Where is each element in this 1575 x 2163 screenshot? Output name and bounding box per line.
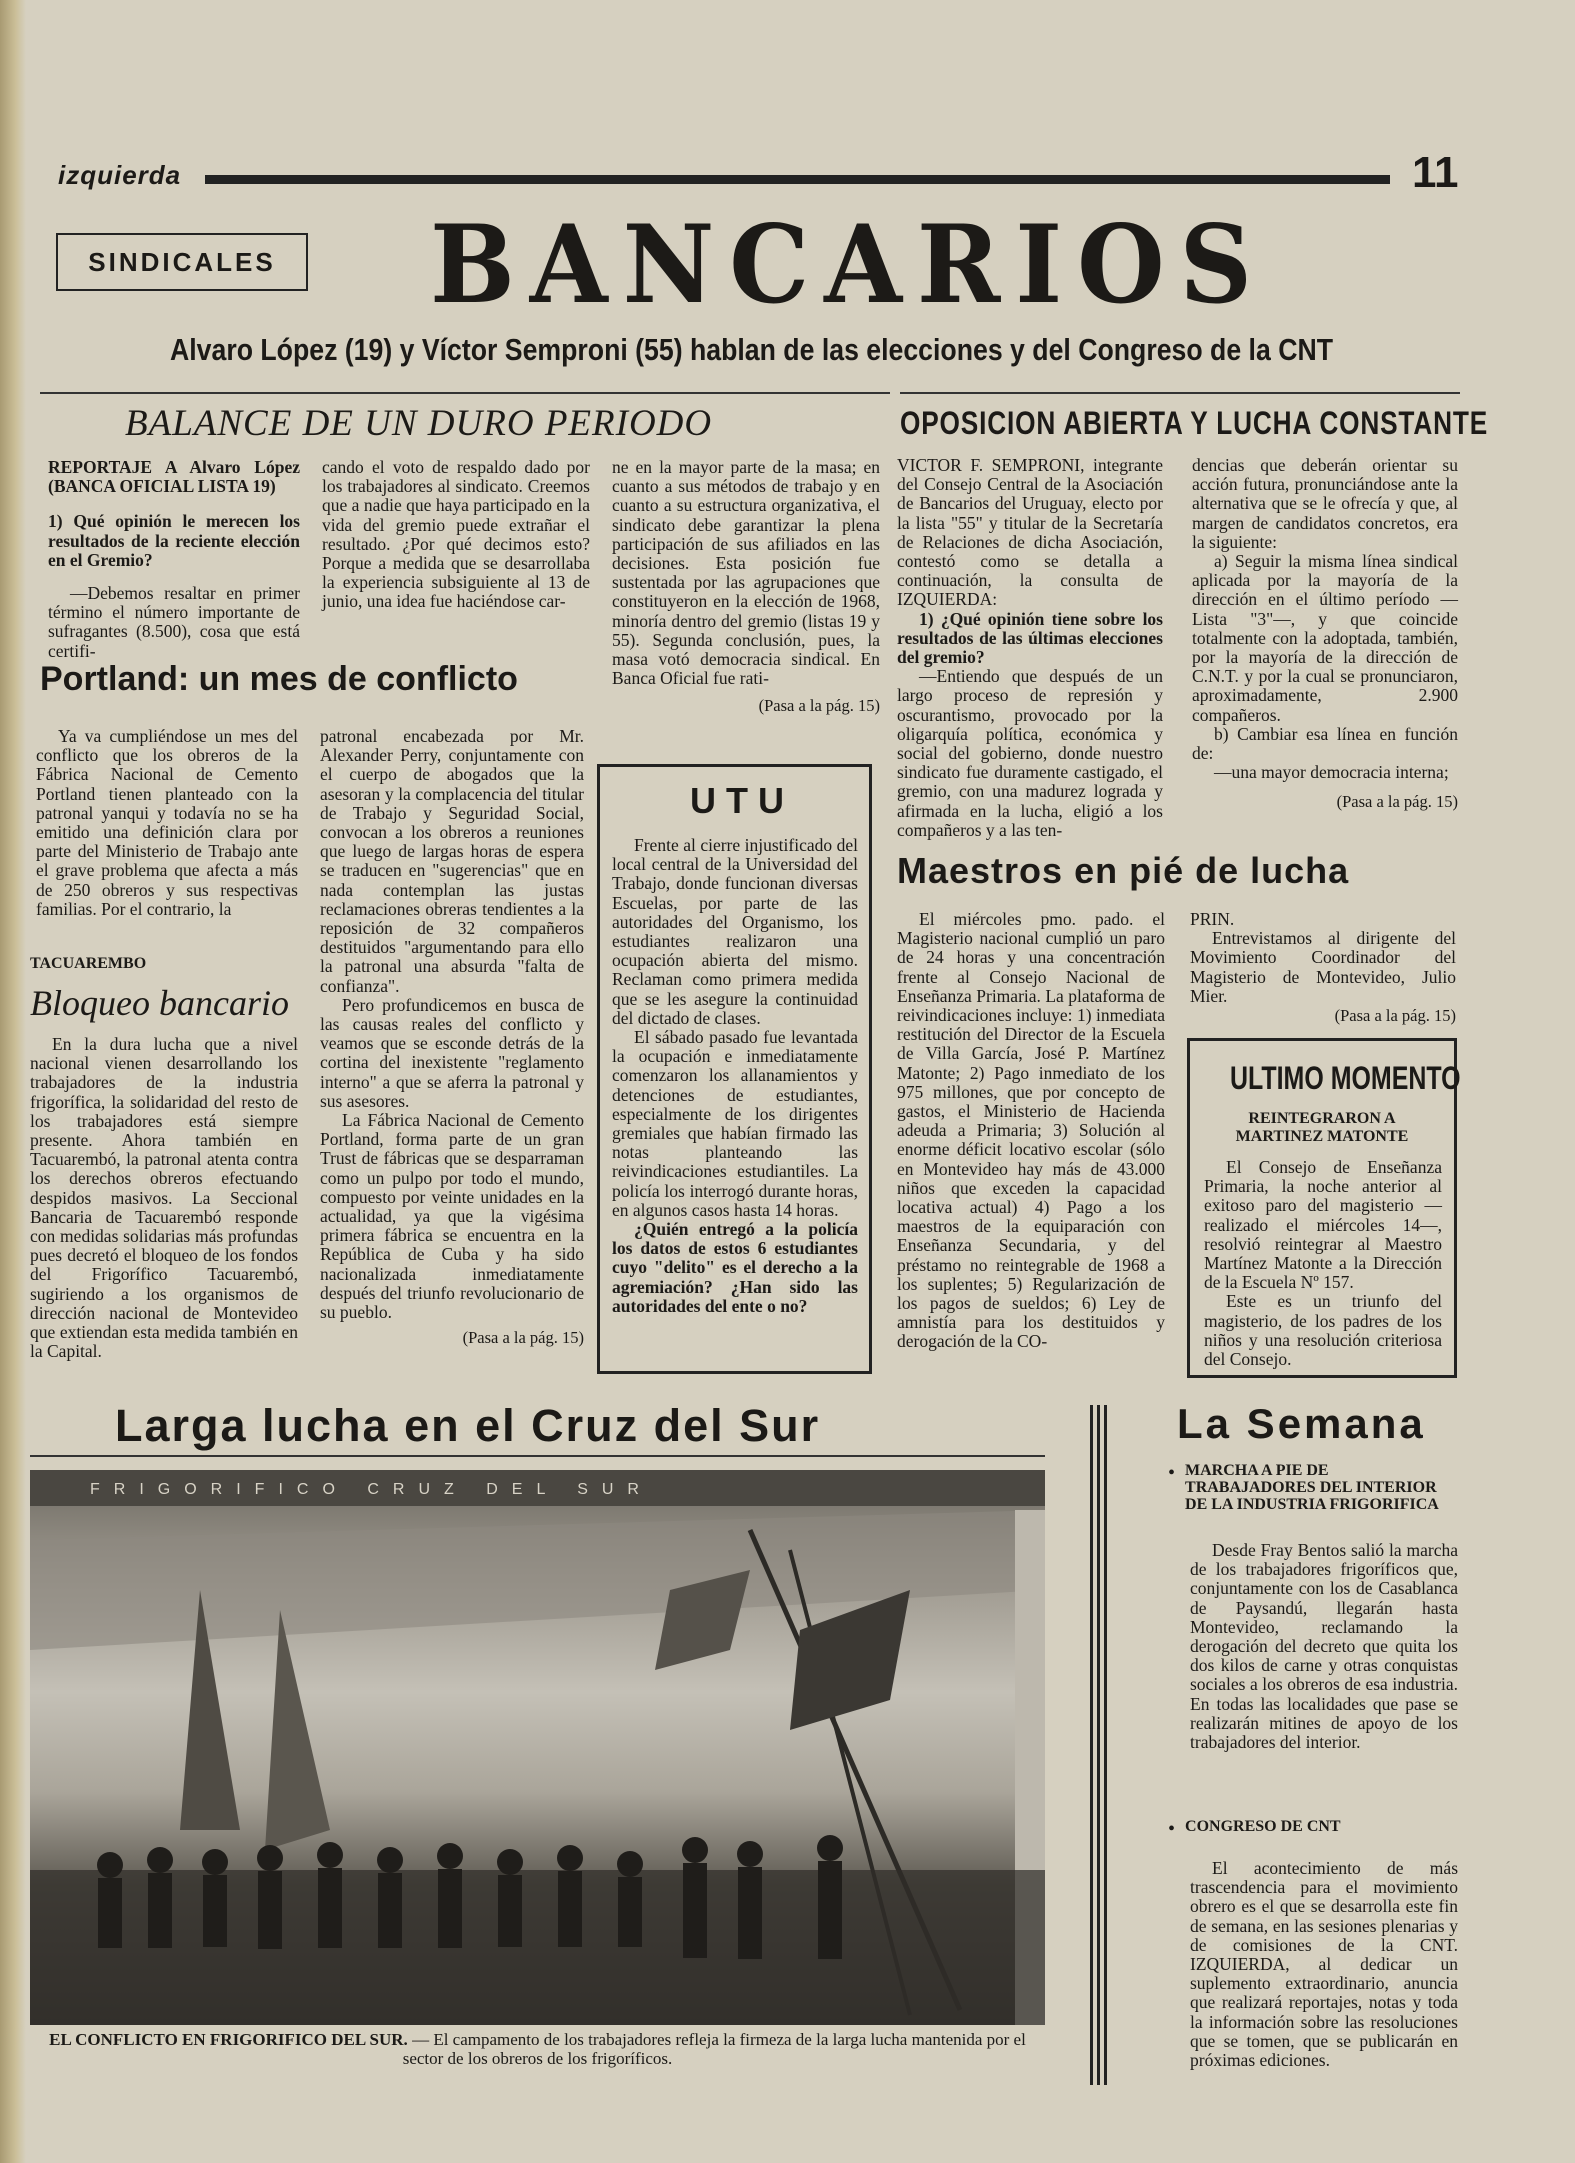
semana-item2-title: CONGRESO DE CNT <box>1185 1818 1341 1835</box>
bloqueo-text: En la dura lucha que a nivel nacional vienen desarrollando los trabajadores de la industria frigorífica, la solidaridad del resto de los trabajadores está siempre presente. Ahora también en Tacuarembó, la patronal atenta contra los derechos obreros efectuando despidos masivos. La Seccional Bancaria de Tacuarembó responde con medidas solidarias más profundas pues decretó el bloqueo de los fondos del Frigorífico Tacuarembó, sugiriendo a los organismos de dirección nacional de Montevideo que extiendan esta medida también en la Capital. <box>30 1034 298 1362</box>
semana-item1-body <box>1190 1541 1458 1752</box>
utu-title: UTU <box>690 780 794 821</box>
semana-item-1 <box>1168 1462 1458 1752</box>
masthead: izquierda <box>58 160 182 190</box>
oposicion-col2a: dencias que deberán orientar su acción futura, pronunciándose ante la alternativa que se le ofrecía y que, al margen de candidatos concretos, era la siguiente: <box>1192 455 1458 552</box>
photo-illustration <box>30 1470 1045 2025</box>
oposicion-continued: (Pasa a la pág. 15) <box>1336 792 1458 812</box>
ultimo-p2: Este es un triunfo del magisterio, de los padres de los niños y una resolución criteriosa del Consejo. <box>1204 1291 1442 1370</box>
semana-item1-text: Desde Fray Bentos salió la marcha de los trabajadores frigoríficos que, conjuntamente con los de Casablanca de Paysandú, llegarán hasta Montevideo, reclamando la derogación del decreto que quita los dos kilos de carne y otras conquistas sociales a los obreros de esa industria. En todas las localidades que pase se realizarán mitines de apoyo de los trabajadores del interior. <box>1190 1540 1458 1753</box>
oposicion-col-1 <box>897 456 1163 840</box>
utu-body <box>612 836 858 1316</box>
semana-item-2 <box>1168 1818 1458 2070</box>
oposicion-answer: —Entiendo que después de un largo proceso de represión y oscurantismo, provocado por la oligarquía política, económica y social del gobierno, donde nuestro sindicato fue duramente castigado, el gremio, con una madurez lograda y afirmada en la lucha, eligió a los compañeros y a las ten- <box>897 666 1163 840</box>
oposicion-intro: VICTOR F. SEMPRONI, integrante del Consejo Central de la Asociación de Bancarios del Uruguay, electo por la lista "55" y titular de la Secretaría de Relaciones de dicha Asociación, contestó como se detalla a continuación, la consulta de IZQUIERDA: <box>897 455 1163 610</box>
oposicion-col2c: b) Cambiar esa línea en función de: <box>1192 723 1458 764</box>
balance-col-3 <box>612 458 880 716</box>
caption-text: — El campamento de los trabajadores refleja la firmeza de la larga lucha mantenida por el sector de los obreros de los frigoríficos. <box>402 2030 1026 2068</box>
balance-title: BALANCE DE UN DURO PERIODO <box>125 403 713 444</box>
photo-crowd-shadow <box>30 1870 1045 2025</box>
cruz-title: Larga lucha en el Cruz del Sur <box>115 1400 821 1451</box>
utu-p1: Frente al cierre injustificado del local central de la Universidad del Trabajo, donde funcionan diversas Escuelas, por parte de las autoridades del Organismo, los estudiantes realizaron una ocupación abierta del mismo. Reclaman como primera medida que se les asegure la continuidad del dictado de clases. <box>612 835 858 1028</box>
portland-continued: (Pasa a la pág. 15) <box>462 1328 584 1348</box>
utu-p3: ¿Quién entregó a la policía los datos de estos 6 estudiantes cuyo "delito" es el derecho a la agremiación? ¿Han sido las autoridades del ente o no? <box>612 1219 858 1316</box>
photo-tent-mid <box>265 1610 330 1850</box>
strike-camp-photo <box>30 1470 1045 2025</box>
oposicion-col-2 <box>1192 456 1458 812</box>
photo-caption <box>30 2030 1045 2068</box>
balance-col-1 <box>48 458 300 661</box>
bloqueo-body <box>30 1035 298 1361</box>
oposicion-col2d: —una mayor democracia interna; <box>1214 762 1449 783</box>
balance-col2-text: cando el voto de respaldo dado por los trabajadores al sindicato. Creemos que a nadie que haya participado en la vida del gremio puede extrañar el resultado. ¿Por qué decimos esto? Porque a medida que se desarrollaba la experiencia subsiguiente al 13 de junio, una idea fue haciéndose car- <box>322 457 590 612</box>
rule-left <box>40 392 890 394</box>
semana-item1-title: MARCHA A PIE DE TRABAJADORES DEL INTERIOR DE LA INDUSTRIA FRIGORIFICA <box>1185 1462 1439 1513</box>
maestros-col2a: PRIN. <box>1190 909 1235 929</box>
portland-col2a: patronal encabezada por Mr. Alexander Perry, conjuntamente con el cuerpo de abogados que la asesoran y la complacencia del titular de Trabajo y Seguridad Social, convocan a los obreros a reuniones que luego de largas horas de espera se traducen en "sugerencias" que en nada contemplan las justas reclamaciones obreras tendientes a la reposición de 32 compañeros destituidos "argumentando para ello la patronal una absurda "falta de confianza". <box>320 726 584 996</box>
ultimo-subtitle: REINTEGRARON A MARTINEZ MATONTE <box>1235 1110 1409 1145</box>
page-spine-edge <box>0 0 26 2163</box>
balance-continued: (Pasa a la pág. 15) <box>758 696 880 716</box>
maestros-col-2 <box>1190 910 1456 1025</box>
ultimo-title: ULTIMO MOMENTO <box>1229 1060 1461 1096</box>
oposicion-question: 1) ¿Qué opinión tiene sobre los resultados de las últimas elecciones del gremio? <box>897 608 1163 668</box>
column-divider-bars <box>1090 1405 1114 2085</box>
maestros-body: El miércoles pmo. pado. el Magisterio nacional cumplió un paro de 24 horas y una concentración frente al Consejo Nacional de Enseñanza Primaria. La plataforma de reivindicaciones incluye: 1) inmediata restitución del Director de la Escuela de Villa García, José P. Martínez Matonte; 2) Pago inmediato de los 975 millones, que por concepto de gastos, el Ministerio de Hacienda adeuda a Primaria; 3) Solución al enorme déficit locativo escolar (sólo en Montevideo hay más de 43.000 niños que exceden la capacidad locativa actual) 4) Pago a los maestros de la equiparación con Enseñanza Secundaria, y del préstamo no reintegrable de 1968 a los suplentes; 5) Regularización de los pagos de sueldos; 6) Ley de amnistía para los destituidos y derogación de la CO- <box>897 909 1165 1352</box>
balance-question: 1) Qué opinión le merecen los resultados de la reciente elección en el Gremio? <box>48 511 300 570</box>
balance-kicker: REPORTAJE A Alvaro López (BANCA OFICIAL LISTA 19) <box>48 457 300 497</box>
portland-col2b: Pero profundicemos en busca de las causas reales del conflicto y veamos que se esconde detrás de la cortina del inexistente "reglamento interno" a que se aferra la patronal y sus asesores. <box>320 994 584 1111</box>
balance-col3-text: ne en la mayor parte de la masa; en cuanto a sus métodos de trabajo y en cuanto a su estructura organizativa, el sindicato debe garantizar la plena participación de sus afiliados en las decisiones. Esta posición fue sustentada por las agrupaciones que constituyeron en la elección de 1968, minoría dentro del gremio (listas 19 y 55). Segunda conclusión, pues, la masa votó democracia sindical. En Banca Oficial fue rati- <box>612 457 880 689</box>
photo-sign-text: FRIGORIFICO CRUZ DEL SUR <box>90 1481 653 1498</box>
maestros-col-1 <box>897 910 1165 1352</box>
main-headline: BANCARIOS <box>430 202 1267 328</box>
portland-col-2 <box>320 727 584 1348</box>
maestros-title: Maestros en pié de lucha <box>897 850 1350 891</box>
semana-item2-text: El acontecimiento de más trascendencia para el movimiento obrero es el que se desarrolla este fin de semana, en las sesiones plenarias y de comisiones de la CNT. IZQUIERDA, al dedicar un suplemento extraordinario, anuncia que realizará reportajes, notas y toda la información sobre las resoluciones que se tomen, que se publicarán en próximas ediciones. <box>1190 1858 1458 2071</box>
portland-title: Portland: un mes de conflicto <box>40 660 518 698</box>
bullet-icon: • <box>1168 1818 1176 1840</box>
balance-col1-text: —Debemos resaltar en primer término el número importante de sufragantes (8.500), cosa que está certifi- <box>48 583 300 661</box>
section-label: SINDICALES <box>56 233 308 291</box>
portland-col2c: La Fábrica Nacional de Cemento Portland, forma parte de un gran Trust de fábricas que se desparraman como un pulpo por todo el mundo, compuesto por veinte unidades en la actualidad, ya que la vigésima primera fábrica se encuentra en la República de Cuba y ha sido nacionalizada inmediatamente después del triunfo revolucionario de su pueblo. <box>320 1110 584 1323</box>
semana-title: La Semana <box>1177 1400 1426 1447</box>
cruz-rule <box>30 1455 1045 1457</box>
maestros-continued: (Pasa a la pág. 15) <box>1334 1006 1456 1026</box>
header-rule <box>205 175 1390 184</box>
ultimo-body <box>1204 1158 1442 1369</box>
ultimo-p1: El Consejo de Enseñanza Primaria, la noche anterior al exitoso paro del magisterio —realizado el miércoles 14—, resolvió reintegrar al Maestro Martínez Matonte a la Dirección de la Escuela Nº 157. <box>1204 1157 1442 1293</box>
rule-right <box>900 392 1460 394</box>
semana-item2-body <box>1190 1859 1458 2070</box>
page-number: 11 <box>1412 148 1459 197</box>
maestros-col2b: Entrevistamos al dirigente del Movimiento Coordinador del Magisterio de Montevideo, Julio Mier. <box>1190 928 1456 1006</box>
oposicion-col2b: a) Seguir la misma línea sindical aplicada por la mayoría de la dirección en el último período —Lista "3"—, y que coincide totalmente con la adoptada, también, por la mayoría de la dirección de C.N.T. y por la cual se pronunciaron, aproximadamente, 2.900 compañeros. <box>1192 551 1458 725</box>
balance-col-2 <box>322 458 590 612</box>
caption-bold: EL CONFLICTO EN FRIGORIFICO DEL SUR. <box>49 2030 408 2049</box>
portland-col-1 <box>36 727 298 919</box>
photo-flag <box>790 1590 910 1730</box>
oposicion-title: OPOSICION ABIERTA Y LUCHA CONSTANTE <box>900 405 1489 441</box>
sub-headline: Alvaro López (19) y Víctor Semproni (55) hablan de las elecciones y del Congreso de la CNT <box>170 332 1334 367</box>
bloqueo-title: Bloqueo bancario <box>30 983 289 1023</box>
utu-p2: El sábado pasado fue levantada la ocupación e inmediatamente comenzaron los allanamientos y detenciones de estudiantes, especialmente de los dirigentes gremiales que habían firmado las notas planteando las reivindicaciones estudiantiles. La policía los interrogó durante horas, en algunos casos hasta 14 horas. <box>612 1027 858 1220</box>
bullet-icon: • <box>1168 1462 1176 1484</box>
bloqueo-dateline: TACUAREMBO <box>30 955 147 972</box>
portland-col1-text: Ya va cumpliéndose un mes del conflicto que los obreros de la Fábrica Nacional de Cemento Portland tienen planteado con la patronal yanqui y todavía no se ha emitido una definición clara por parte del Ministerio de Trabajo ante el grave problema que afecta a más de 250 obreros y sus respectivas familias. Por el contrario, la <box>36 726 298 919</box>
